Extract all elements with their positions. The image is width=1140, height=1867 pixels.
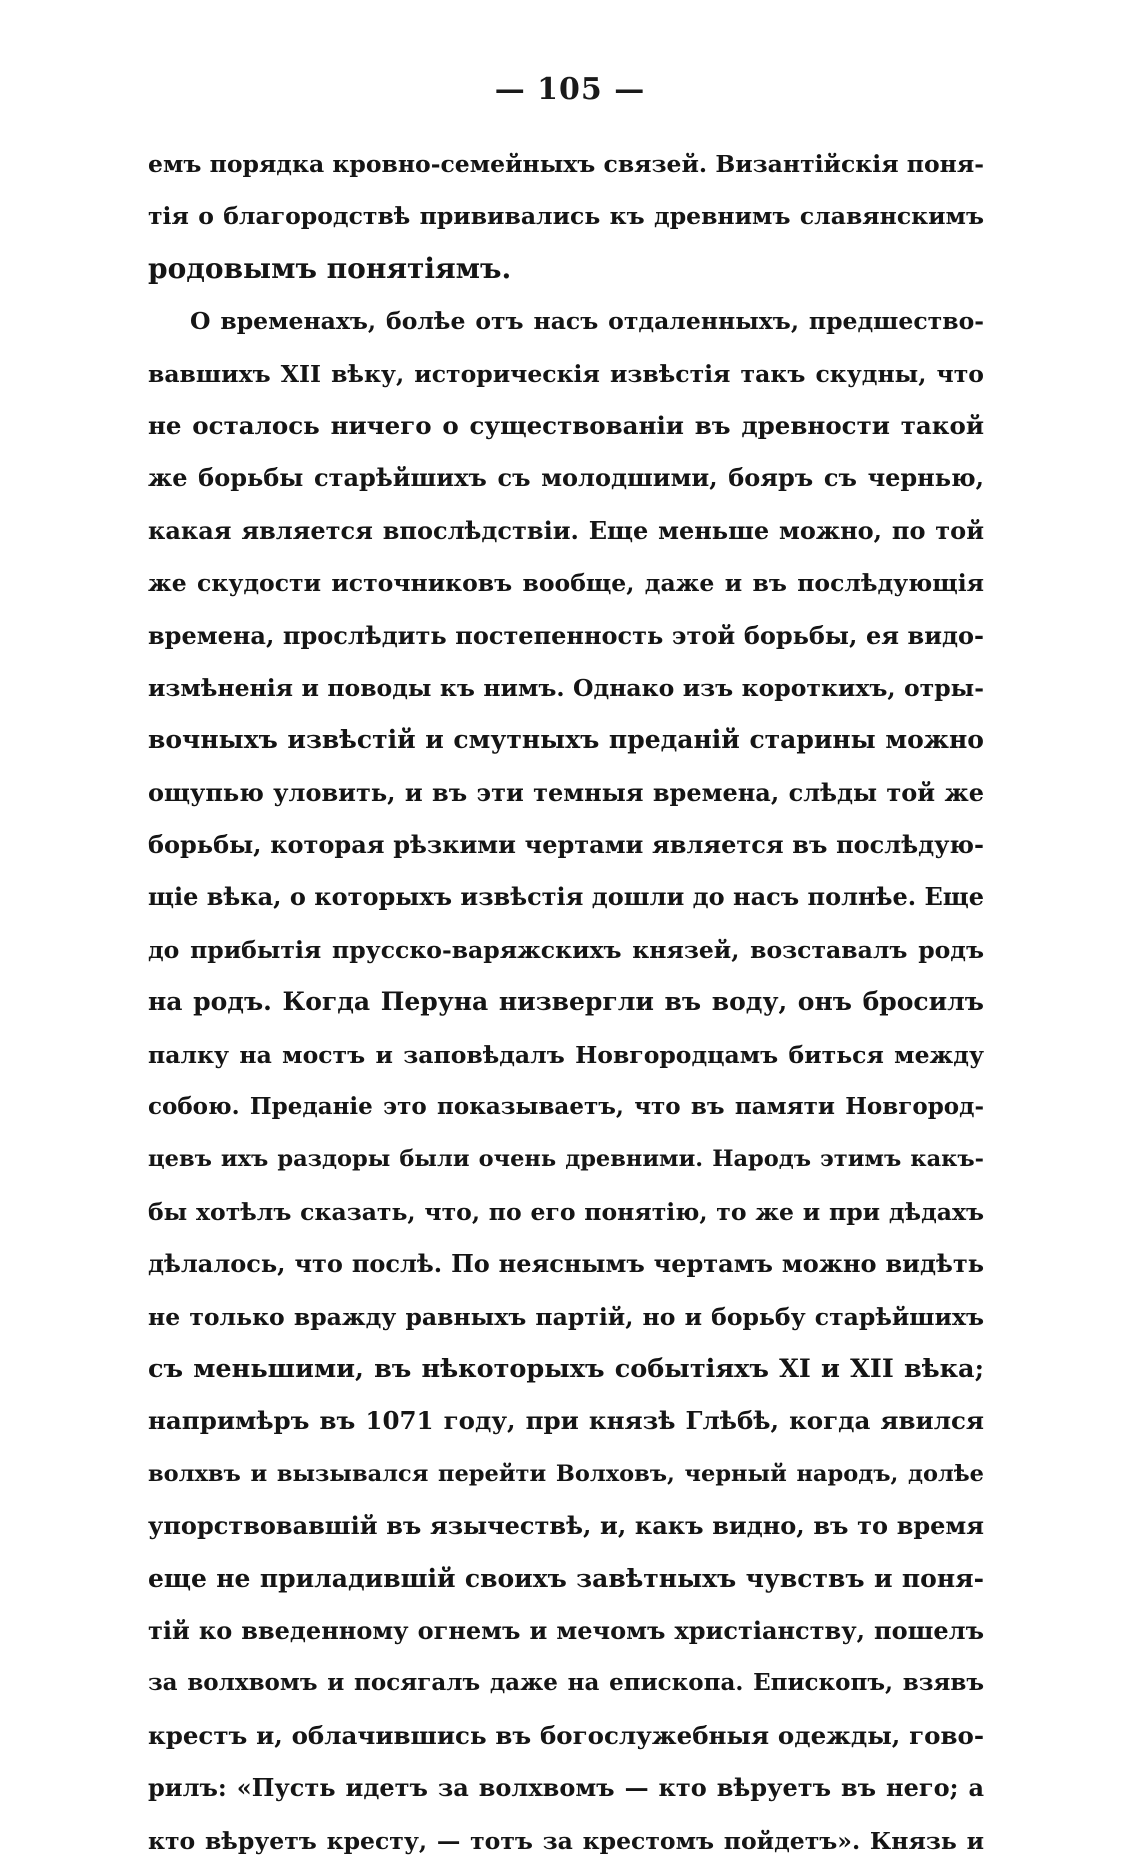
text-line: борьбы, которая рѣзкими чертами является въ послѣдую- [148,830,984,860]
text-line: не только вражду равныхъ партій, но и борьбу старѣйшихъ [148,1302,984,1331]
text-line: ощупью уловить, и въ эти темныя времена, слѣды той же [148,777,984,807]
text-line: упорствовавшій въ язычествѣ, и, какъ видно, въ то время [148,1511,984,1541]
text-line: вочныхъ извѣстій и смутныхъ преданій старины можно [148,725,984,755]
text-line: не осталось ничего о существованіи въ древности такой [148,410,984,440]
text-line: дѣлалось, что послѣ. По неяснымъ чертамъ можно видѣть [148,1249,984,1279]
text-line: тій ко введенному огнемъ и мечомъ христіанству, пошелъ [148,1615,984,1645]
text-line: емъ порядка кровно-семейныхъ связей. Византійскія поня- [148,150,984,178]
text-line: собою. Преданіе это показываетъ, что въ памяти Новгород- [148,1093,984,1121]
page-number: — 105 — [494,72,646,107]
text-line: кто вѣруетъ кресту, — тотъ за крестомъ пойдетъ». Князь и [148,1826,984,1855]
text-line: О временахъ, болѣе отъ насъ отдаленныхъ, предшество- [190,307,984,336]
text-line: на родъ. Когда Перуна низвергли въ воду, онъ бросилъ [148,987,984,1017]
text-line: какая является впослѣдствіи. Еще меньше можно, по той [148,515,984,545]
text-line: вавшихъ XII вѣку, историческія извѣстія такъ скудны, что [148,359,984,388]
text-line: времена, прослѣдить постепенность этой борьбы, ея видо- [148,620,984,650]
text-line: до прибытія прусско-варяжскихъ князей, возставалъ родъ [148,935,984,964]
text-line: еще не приладившій своихъ завѣтныхъ чувствъ и поня- [148,1563,984,1593]
text-line: рилъ: «Пусть идетъ за волхвомъ — кто вѣруетъ въ него; а [148,1773,984,1803]
text-line: палку на мостъ и заповѣдалъ Новгородцамъ биться между [148,1040,984,1069]
text-line: за волхвомъ и посягалъ даже на епископа. Епископъ, взявъ [148,1669,984,1697]
text-line: же борьбы старѣйшихъ съ молодшими, бояръ съ чернью, [148,463,984,493]
text-line: крестъ и, облачившись въ богослужебныя одежды, гово- [148,1720,984,1750]
text-line: щіе вѣка, о которыхъ извѣстія дошли до насъ полнѣе. Еще [148,882,984,912]
text-line: тія о благородствѣ прививались къ древнимъ славянскимъ [148,202,984,231]
text-line: измѣненія и поводы къ нимъ. Однако изъ короткихъ, отры- [148,673,984,702]
text-line: же скудости источниковъ вообще, даже и въ послѣдующія [148,569,984,598]
text-line: родовымъ понятіямъ. [148,251,512,285]
body-text [148,138,984,1867]
text-line: волхвъ и вызывался перейти Волховъ, черный народъ, долѣе [148,1460,984,1487]
text-line: съ меньшими, въ нѣкоторыхъ событіяхъ XI и XII вѣка; [148,1353,984,1384]
text-line: бы хотѣлъ сказать, что, по его понятію, то же и при дѣдахъ [148,1197,984,1226]
text-line: цевъ ихъ раздоры были очень древними. Народъ этимъ какъ- [148,1146,984,1173]
text-line: напримѣръ въ 1071 году, при князѣ Глѣбѣ, когда явился [148,1406,984,1436]
